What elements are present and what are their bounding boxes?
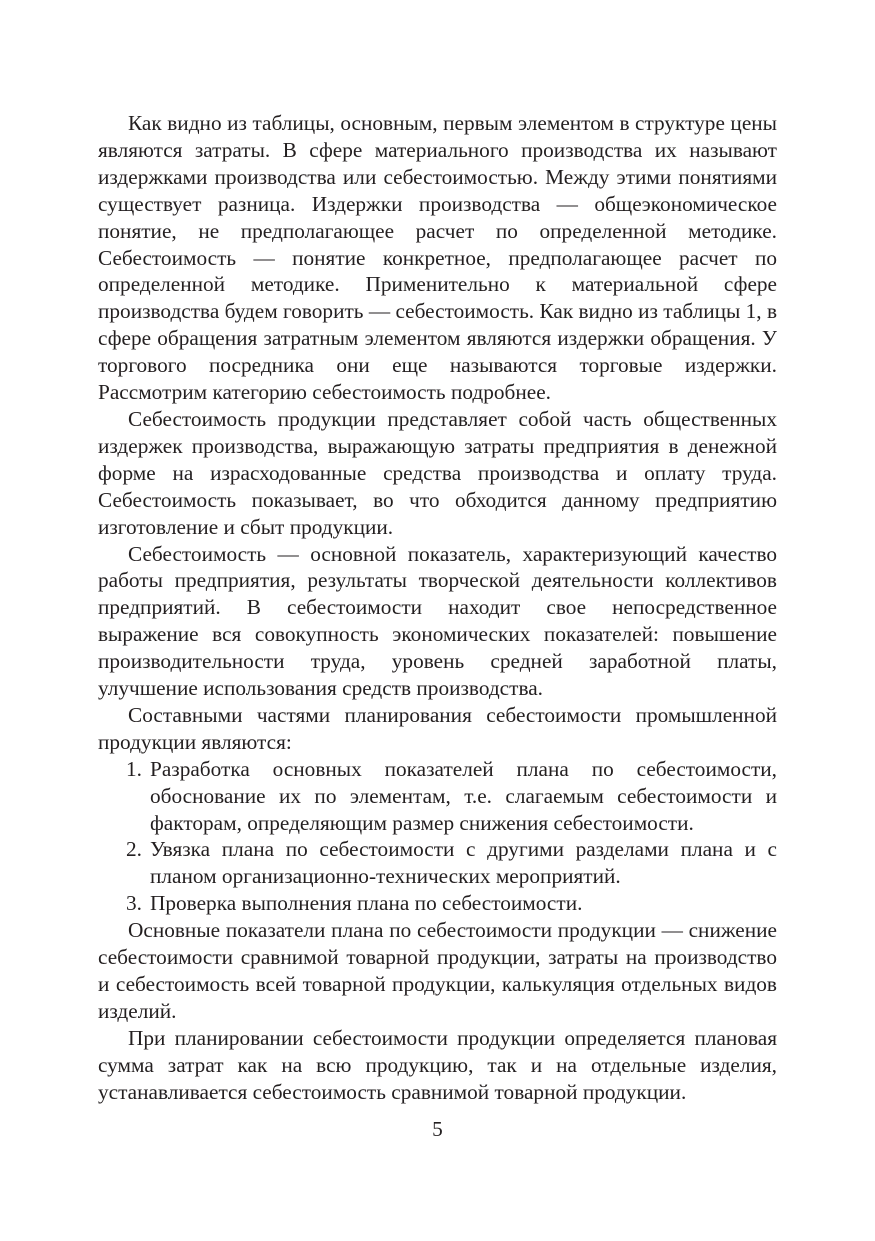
list-item-number: 2. [126, 837, 142, 862]
paragraph-1: Как видно из таблицы, основным, первым элементом в структуре цены являются затраты. В сфере материального производства их называют издержками производства или себестоимостью. Между этими понятиями существует разница. Издержки производства — общеэкономическое понятие, не предполагающее расчет по определенной методике. Себестоимость — понятие конкретное, предполагающее расчет по определенной методике. Применительно к материальной сфере производства будем говорить — себестоимость. Как видно из таблицы 1, в сфере обращения затратным элементом являются издержки обращения. У торгового посредника они еще называются торговые издержки. Рассмотрим категорию себестоимость подробнее. [98, 111, 778, 405]
list-item [98, 836, 777, 890]
list-item-text: Увязка плана по себестоимости с другими разделами плана и с планом организационно-технических мероприятий. [150, 837, 777, 889]
numbered-list [98, 756, 777, 917]
list-item-number: 3. [126, 891, 142, 916]
list-item [98, 890, 777, 917]
paragraph-6: При планировании себестоимости продукции определяется плановая сумма затрат как на всю продукцию, так и на отдельные изделия, устанавливается себестоимость сравнимой товарной продукции. [98, 1025, 777, 1104]
paragraph-5: Основные показатели плана по себестоимости продукции — снижение себестоимости сравнимой товарной продукции, затраты на производство и себестоимость всей товарной продукции, калькуляция отдельных видов изделий. [98, 918, 777, 1023]
page-body [98, 110, 777, 1106]
page-number: 5 [432, 1117, 443, 1141]
list-item-text: Проверка выполнения плана по себестоимости. [150, 891, 583, 916]
paragraph-4: Составными частями планирования себестоимости промышленной продукции являются: [98, 702, 777, 754]
paragraph-2: Себестоимость продукции представляет собой часть общественных издержек производства, выражающую затраты предприятия в денежной форме на израсходованные средства производства и оплату труда. Себестоимость показывает, во что обходится данному предприятию изготовление и сбыт продукции. [98, 406, 777, 539]
paragraph-3: Себестоимость — основной показатель, характеризующий качество работы предприятия, результаты творческой деятельности коллективов предприятий. В себестоимости находит свое непосредственное выражение вся совокупность экономических показателей: повышение производительности труда, уровень средней заработной платы, улучшение использования средств производства. [98, 541, 777, 701]
list-item-text: Разработка основных показателей плана по себестоимости, обоснование их по элементам, т.е. слагаемым себестоимости и факторам, определяющим размер снижения себестоимости. [150, 756, 777, 835]
list-item-number: 1. [126, 756, 142, 781]
list-item [98, 756, 777, 837]
